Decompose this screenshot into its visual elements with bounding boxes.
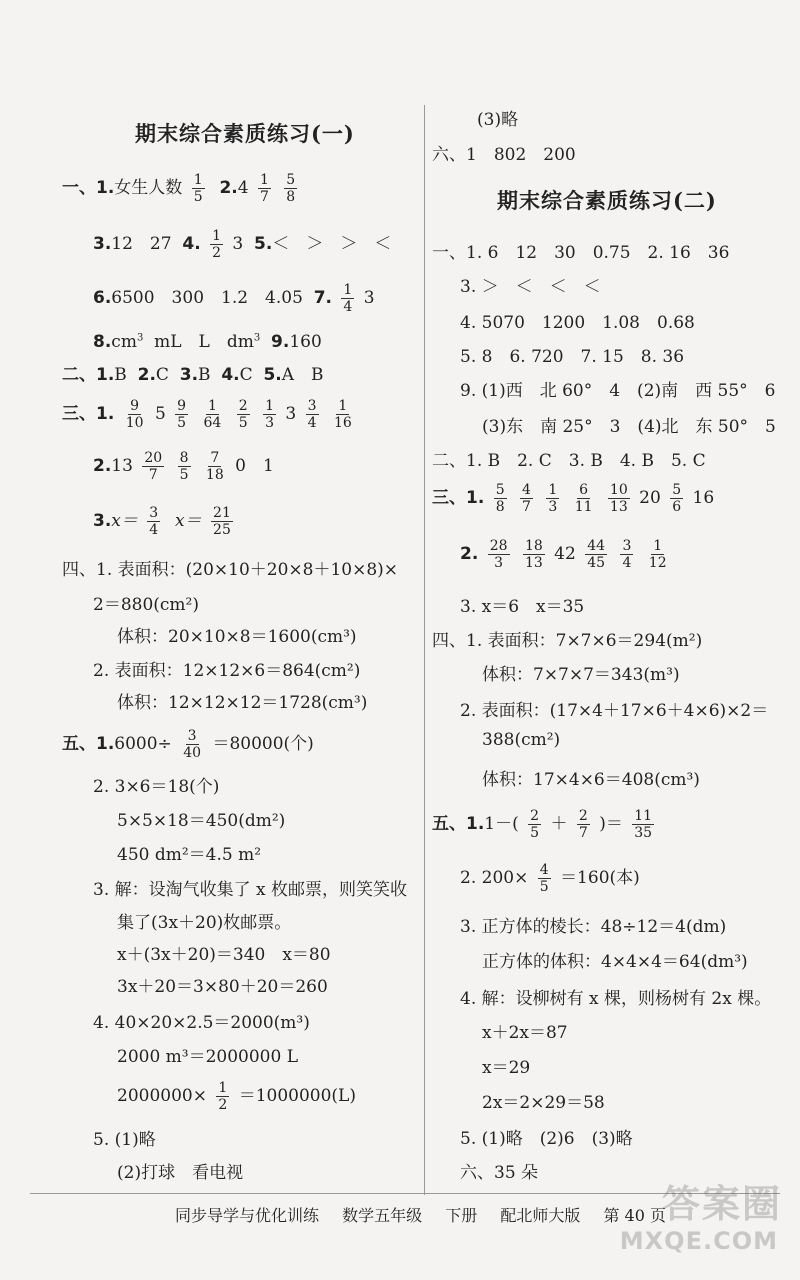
answer-line: 3. ＞ ＜ ＜ ＜ [460,277,601,297]
footer-book-title: 同步导学与优化训练 [175,1206,320,1225]
answer-line: 6.6500 300 1.2 4.05 7. $\frac{1}{4}$ 3 [93,282,375,315]
answer-line: 3. 解：设淘气收集了 x 枚邮票，则笑笑收 [93,880,408,900]
answer-line: 388(cm²) [482,730,561,750]
answer-line: x＝29 [482,1058,531,1078]
answer-line: 2000 m³＝2000000 L [117,1047,299,1067]
footer-edition: 配北师大版 [500,1206,581,1225]
answer-line: 五、1.6000÷ $\frac{3}{40}$ ＝80000(个) [62,728,314,761]
answer-line: 六、35 朵 [460,1163,539,1183]
answer-line: 六、1 802 200 [432,145,576,165]
answer-line: 体积：12×12×12＝1728(cm³) [117,693,368,713]
answer-line: 三、1. $\frac{9}{10}$ 5 $\frac{9}{5}$ $\frac{1}{64}$ $\frac{2}{5}$ $\frac{1}{3}$ 3 $\frac{3}{4}$ $\frac{1}{16}$ [62,398,352,431]
answer-line: 2. 表面积：(17×4＋17×6＋4×6)×2＝ [460,701,769,721]
answer-line: 体积：20×10×8＝1600(cm³) [117,627,357,647]
watermark-logo: 答案圈 [661,1182,782,1226]
answer-line: 5×5×18＝450(dm²) [117,811,286,831]
answer-line: 体积：17×4×6＝408(cm³) [482,770,700,790]
answer-line: 2. 200× $\frac{4}{5}$ ＝160(本) [460,862,640,895]
answer-line: (3)略 [477,110,519,130]
answer-line: 5. (1)略 [93,1130,156,1150]
answer-line: 9. (1)西 北 60° 4 (2)南 西 55° 6 [460,381,776,401]
answer-line: 五、1.1－( $\frac{2}{5}$ ＋ $\frac{2}{7}$ )＝ $\frac{11}{35}$ [432,808,653,841]
answer-line: 5. 8 6. 720 7. 15 8. 36 [460,347,685,367]
answer-line: 2. 3×6＝18(个) [93,777,220,797]
watermark-url: MXQE.COM [619,1227,778,1255]
answer-line: 集了(3x＋20)枚邮票。 [117,913,292,933]
answer-line: 2.13 $\frac{20}{7}$ $\frac{8}{5}$ $\frac{7}{18}$ 0 1 [93,450,274,483]
footer-page-number: 第 40 页 [603,1206,666,1225]
answer-line: (2)打球 看电视 [117,1163,244,1183]
answer-line: 4. 40×20×2.5＝2000(m³) [93,1013,310,1033]
answer-line: 4. 解：设柳树有 x 棵，则杨树有 2x 棵。 [460,989,772,1009]
answer-line: 2x＝2×29＝58 [482,1093,605,1113]
column-divider [424,105,425,1195]
answer-line: 3.12 27 4. $\frac{1}{2}$ 3 5.＜ ＞ ＞ ＜ [93,228,392,261]
answer-line: 4. 5070 1200 1.08 0.68 [460,313,695,333]
answer-line: 四、1. 表面积：(20×10＋20×8＋10×8)× [62,560,399,580]
answer-line: 正方体的体积：4×4×4＝64(dm³) [482,952,748,972]
answer-line: x＋2x＝87 [482,1023,568,1043]
answer-line: 450 dm²＝4.5 m² [117,845,262,865]
watermark [600,1165,790,1270]
answer-line: 3. 正方体的棱长：48÷12＝4(dm) [460,917,727,937]
answer-line: $8.cm^3$ mL L $dm^3$ 9.160 [93,332,322,352]
answer-line: 三、1. $\frac{5}{8}$ $\frac{4}{7}$ $\frac{1}{3}$ $\frac{6}{11}$ $\frac{10}{13}$ 20 $\frac{5}{6}$ 16 [432,482,715,515]
answer-line: 四、1. 表面积：7×7×6＝294(m²) [432,631,703,651]
footer-subject: 数学五年级 [342,1206,423,1225]
answer-line: 2＝880(cm²) [93,595,199,615]
answer-line: 一、1. 6 12 30 0.75 2. 16 36 [432,243,730,263]
answer-line: 2. 表面积：12×12×6＝864(cm²) [93,661,361,681]
answer-line: 2. $\frac{28}{3}$ $\frac{18}{13}$ 42 $\frac{44}{45}$ $\frac{3}{4}$ $\frac{1}{12}$ [460,538,667,571]
footer-volume: 下册 [445,1206,478,1225]
answer-line: 5. (1)略 (2)6 (3)略 [460,1129,633,1149]
answer-line: 3.x＝ $\frac{3}{4}$ x＝ $\frac{21}{25}$ [93,505,231,538]
answer-line: 二、1. B 2. C 3. B 4. B 5. C [432,451,706,471]
answer-line: 一、1.女生人数 $\frac{1}{5}$ 2.4 $\frac{1}{7}$ $\frac{5}{8}$ [62,172,296,205]
answer-line: 体积：7×7×7＝343(m³) [482,665,680,685]
answer-line: 2000000× $\frac{1}{2}$ ＝1000000(L) [117,1080,356,1113]
answer-line: 3. x＝6 x＝35 [460,597,585,617]
left-title: 期末综合素质练习(一) [135,121,355,146]
answer-line: 二、1.B 2.C 3.B 4.C 5.A B [62,365,324,385]
answer-line: (3)东 南 25° 3 (4)北 东 50° 5 [482,417,776,437]
right-title: 期末综合素质练习(二) [497,188,717,213]
answer-line: 3x＋20＝3×80＋20＝260 [117,977,328,997]
answer-line: x＋(3x＋20)＝340 x＝80 [117,945,331,965]
